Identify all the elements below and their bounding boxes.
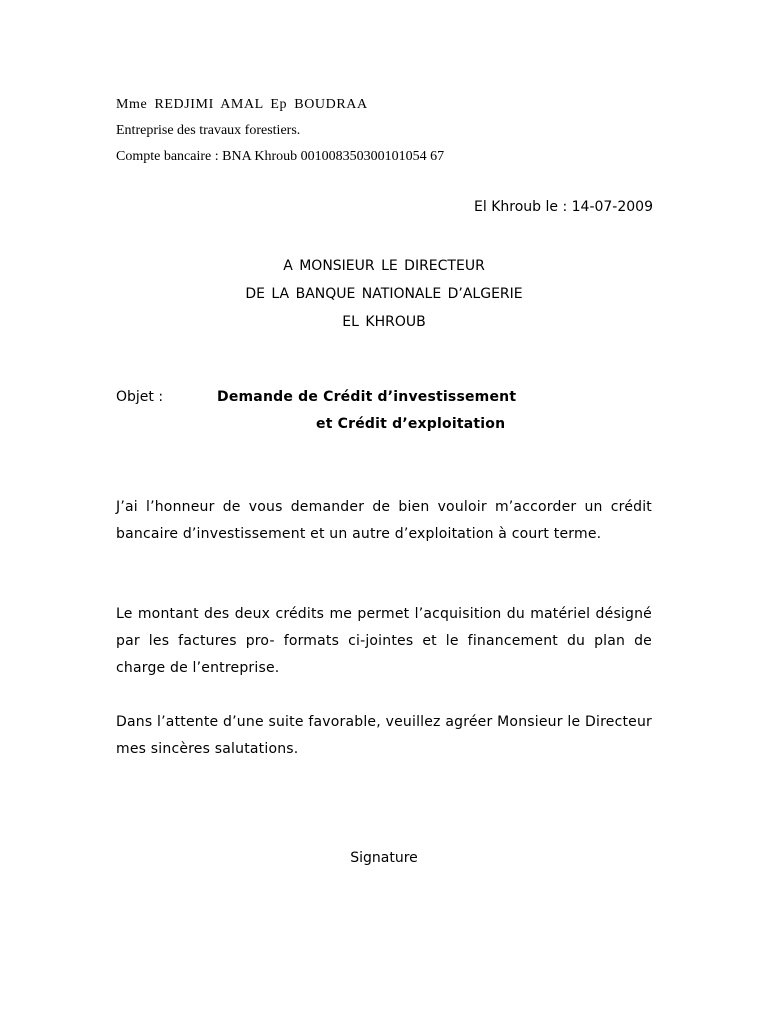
recipient-line-3: EL KHROUB	[342, 314, 426, 330]
body-paragraph-1: J’ai l’honneur de vous demander de bien vouloir m’accorder un crédit bancaire d’investissement et un autre d’exploitation à court terme.	[116, 499, 652, 542]
subject-line-2: et Crédit d’exploitation	[316, 416, 506, 432]
body-paragraph-2: Le montant des deux crédits me permet l’acquisition du matériel désigné par les factures pro- formats ci-jointes et le financement du plan de charge de l’entreprise.	[116, 606, 652, 676]
sender-bank-account: Compte bancaire : BNA Khroub 001008350300101054 67	[116, 149, 445, 164]
subject-label: Objet :	[116, 389, 164, 405]
sender-block	[116, 92, 444, 170]
recipient-block	[0, 252, 768, 336]
sender-company: Entreprise des travaux forestiers.	[116, 123, 301, 138]
recipient-line-2: DE LA BANQUE NATIONALE D’ALGERIE	[245, 286, 523, 302]
recipient-line-1: A MONSIEUR LE DIRECTEUR	[283, 258, 485, 274]
letter-date: El Khroub le : 14-07-2009	[474, 199, 653, 215]
subject-line-1: Demande de Crédit d’investissement	[217, 389, 517, 405]
signature-label: Signature	[350, 850, 418, 866]
sender-name: Mme REDJIMI AMAL Ep BOUDRAA	[116, 97, 368, 112]
body-paragraph-3: Dans l’attente d’une suite favorable, veuillez agréer Monsieur le Directeur mes sincères salutations.	[116, 714, 652, 757]
